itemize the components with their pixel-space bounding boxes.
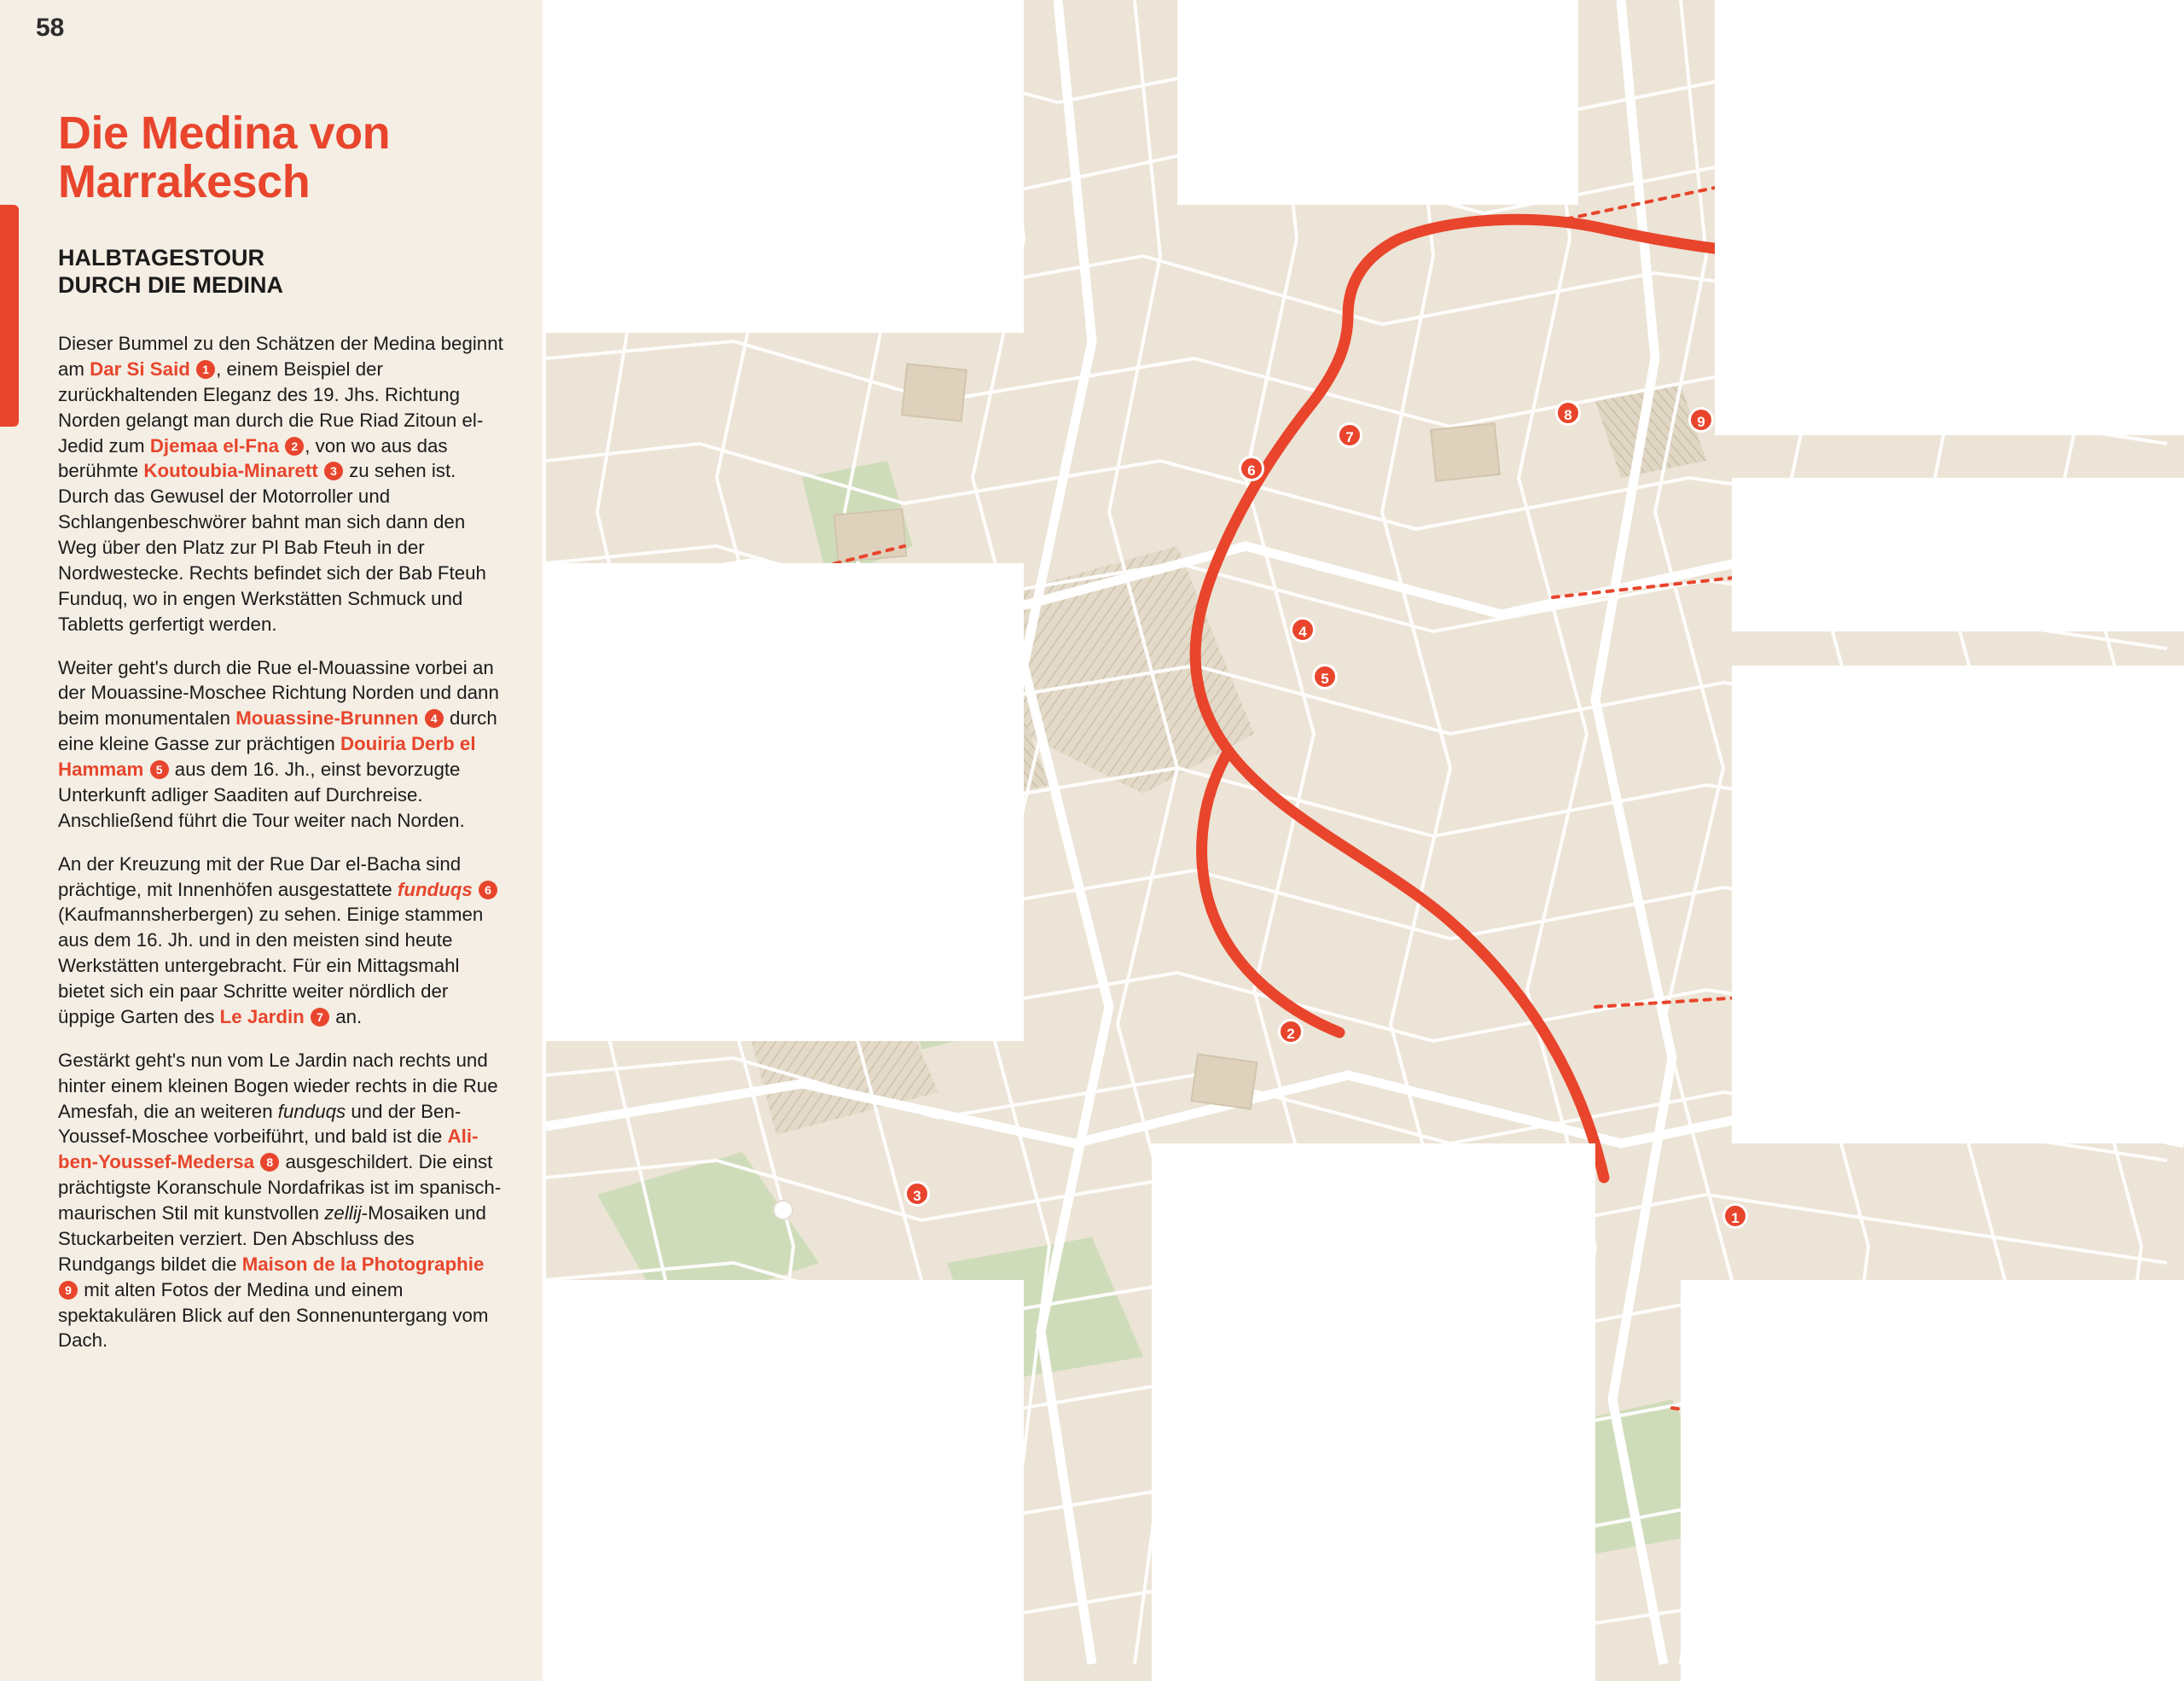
darsisaid-block-background bbox=[1681, 1280, 2184, 1681]
page-title bbox=[58, 109, 519, 206]
page-number-left: 58 bbox=[36, 14, 65, 42]
mouassine-block-background bbox=[1732, 666, 2184, 1143]
body-paragraph-3: An der Kreuzung mit der Rue Dar el-Bacha sind prächtige, mit Innenhöfen ausgestattete funduqs 6 (Kaufmannsherbergen) zu sehen. Einige stammen aus dem 16. Jh. und in den meisten sind heute Werkstätten untergebracht. Für ein Mittagsmahl bietet sich ein paar Schritte weiter nördlich der üppige Garten des Le Jardin 7 an. bbox=[58, 852, 503, 1030]
body-paragraph-4: Gestärkt geht's nun vom Le Jardin nach rechts und hinter einem kleinen Bogen wieder rechts in die Rue Amesfah, die an weiteren funduqs und der Ben-Youssef-Moschee vorbeiführt, und bald ist die Ali-ben-Youssef-Medersa 8 ausgeschildert. Die einst prächtigste Koranschule Nordafrikas ist im spanisch-maurischen Stil mit kunstvollen zellij-Mosaiken und Stuckarbeiten verziert. Den Abschluss des Rundgangs bildet die Maison de la Photographie 9 mit alten Fotos der Medina und einem spektakulären Blick auf den Sonnenuntergang vom Dach. bbox=[58, 1049, 502, 1352]
page-title-text: Die Medina von Marrakesch bbox=[58, 108, 391, 208]
medersa-block-background bbox=[1715, 0, 2184, 435]
map-marker-8[interactable]: 8 bbox=[1555, 400, 1581, 426]
map-marker-4[interactable]: 4 bbox=[1290, 617, 1316, 643]
body-paragraph-2: Weiter geht's durch die Rue el-Mouassine vorbei an der Mouassine-Moschee Richtung Norden und dann beim monumentalen Mouassine-Brunnen 4 durch eine kleine Gasse zur prächtigen Douiria Derb el Hammam 5 aus dem 16. Jh., einst bevorzugte Unterkunft adliger Saaditen auf Durchreise. Anschließend führt die Tour weiter nach Norden. bbox=[58, 656, 499, 831]
edge-tab-left bbox=[0, 205, 19, 427]
subtitle-line-1: HALBTAGESTOUR bbox=[58, 245, 264, 270]
koutoubia-block-background bbox=[546, 1280, 1024, 1681]
subtitle-line-2: DURCH DIE MEDINA bbox=[58, 272, 284, 299]
map-marker-3[interactable]: 3 bbox=[904, 1181, 930, 1207]
maison-block-background bbox=[1732, 478, 2184, 631]
body-paragraph-1: Dieser Bummel zu den Schätzen der Medina beginnt am Dar Si Said 1 , einem Beispiel der zurückhaltenden Eleganz des 19. Jhs. Richtung Norden gelangt man durch die Rue Riad Zitoun el-Jedid zum Djemaa el-Fna 2 , von wo aus das berühmte Koutoubia-Minarett 3 zu sehen ist. Durch das Gewusel der Motorroller und Schlangenbeschwörer bahnt man sich dann den Weg über den Platz zur Pl Bab Fteuh in der Nordwestecke. Rechts befindet sich der Bab Fteuh Funduq, wo in engen Werkstätten Schmuck und Tabletts gerfertigt werden. bbox=[58, 333, 503, 635]
map-marker-1[interactable]: 1 bbox=[1722, 1203, 1748, 1229]
map-marker-5[interactable]: 5 bbox=[1312, 664, 1338, 689]
map-marker-7[interactable]: 7 bbox=[1337, 422, 1362, 448]
map-marker-2[interactable]: 2 bbox=[1278, 1019, 1304, 1044]
lejardin-block-background bbox=[1177, 0, 1578, 205]
page-subtitle bbox=[58, 244, 502, 300]
map-marker-6[interactable]: 6 bbox=[1239, 456, 1264, 481]
intro-body-text bbox=[58, 331, 503, 1371]
douiria-block-background bbox=[546, 563, 1024, 1041]
djemaa-block-background bbox=[1152, 1143, 1595, 1681]
map-waypoint-dot bbox=[773, 1200, 793, 1220]
map-marker-9[interactable]: 9 bbox=[1688, 407, 1714, 433]
funduq-block-background bbox=[546, 0, 1024, 333]
